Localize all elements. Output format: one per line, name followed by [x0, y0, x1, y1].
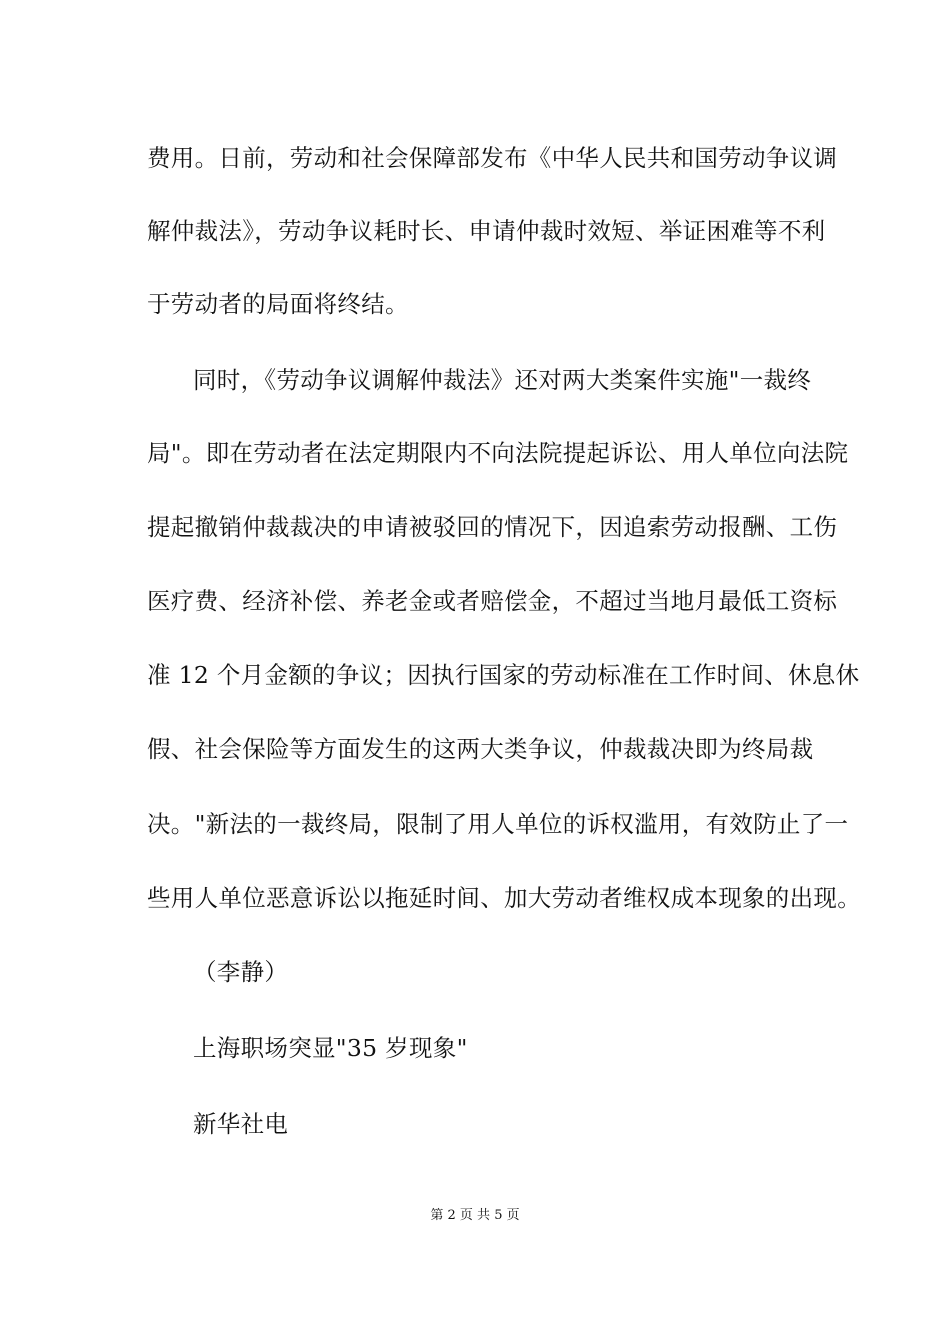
- page-number: 第 2 页 共 5 页: [430, 1208, 520, 1223]
- paragraph-line-8: 准 12 个月金额的争议；因执行国家的劳动标准在工作时间、休息休: [147, 661, 860, 689]
- paragraph-line-1: 费用。日前，劳动和社会保障部发布《中华人民共和国劳动争议调: [147, 144, 838, 172]
- paragraph-line-3: 于劳动者的局面将终结。: [147, 290, 409, 318]
- paragraph-line-2: 解仲裁法》，劳动争议耗时长、申请仲裁时效短、举证困难等不利: [147, 217, 826, 245]
- paragraph-line-5: 局"。即在劳动者在法定期限内不向法院提起诉讼、用人单位向法院: [147, 439, 849, 467]
- paragraph-line-10: 决。"新法的一裁终局，限制了用人单位的诉权滥用，有效防止了一: [147, 810, 849, 838]
- paragraph-line-4: 同时，《劳动争议调解仲裁法》还对两大类案件实施"一裁终: [193, 366, 812, 394]
- paragraph-line-6: 提起撤销仲裁裁决的申请被驳回的情况下，因追索劳动报酬、工伤: [147, 513, 838, 541]
- paragraph-line-9: 假、社会保险等方面发生的这两大类争议，仲裁裁决即为终局裁: [147, 735, 814, 763]
- paragraph-line-11: 些用人单位恶意诉讼以拖延时间、加大劳动者维权成本现象的出现。: [147, 884, 861, 912]
- source-line: 新华社电: [193, 1110, 289, 1138]
- article-title: 上海职场突显"35 岁现象": [193, 1034, 468, 1062]
- author-line: （李静）: [193, 958, 289, 986]
- paragraph-line-7: 医疗费、经济补偿、养老金或者赔偿金，不超过当地月最低工资标: [147, 587, 838, 615]
